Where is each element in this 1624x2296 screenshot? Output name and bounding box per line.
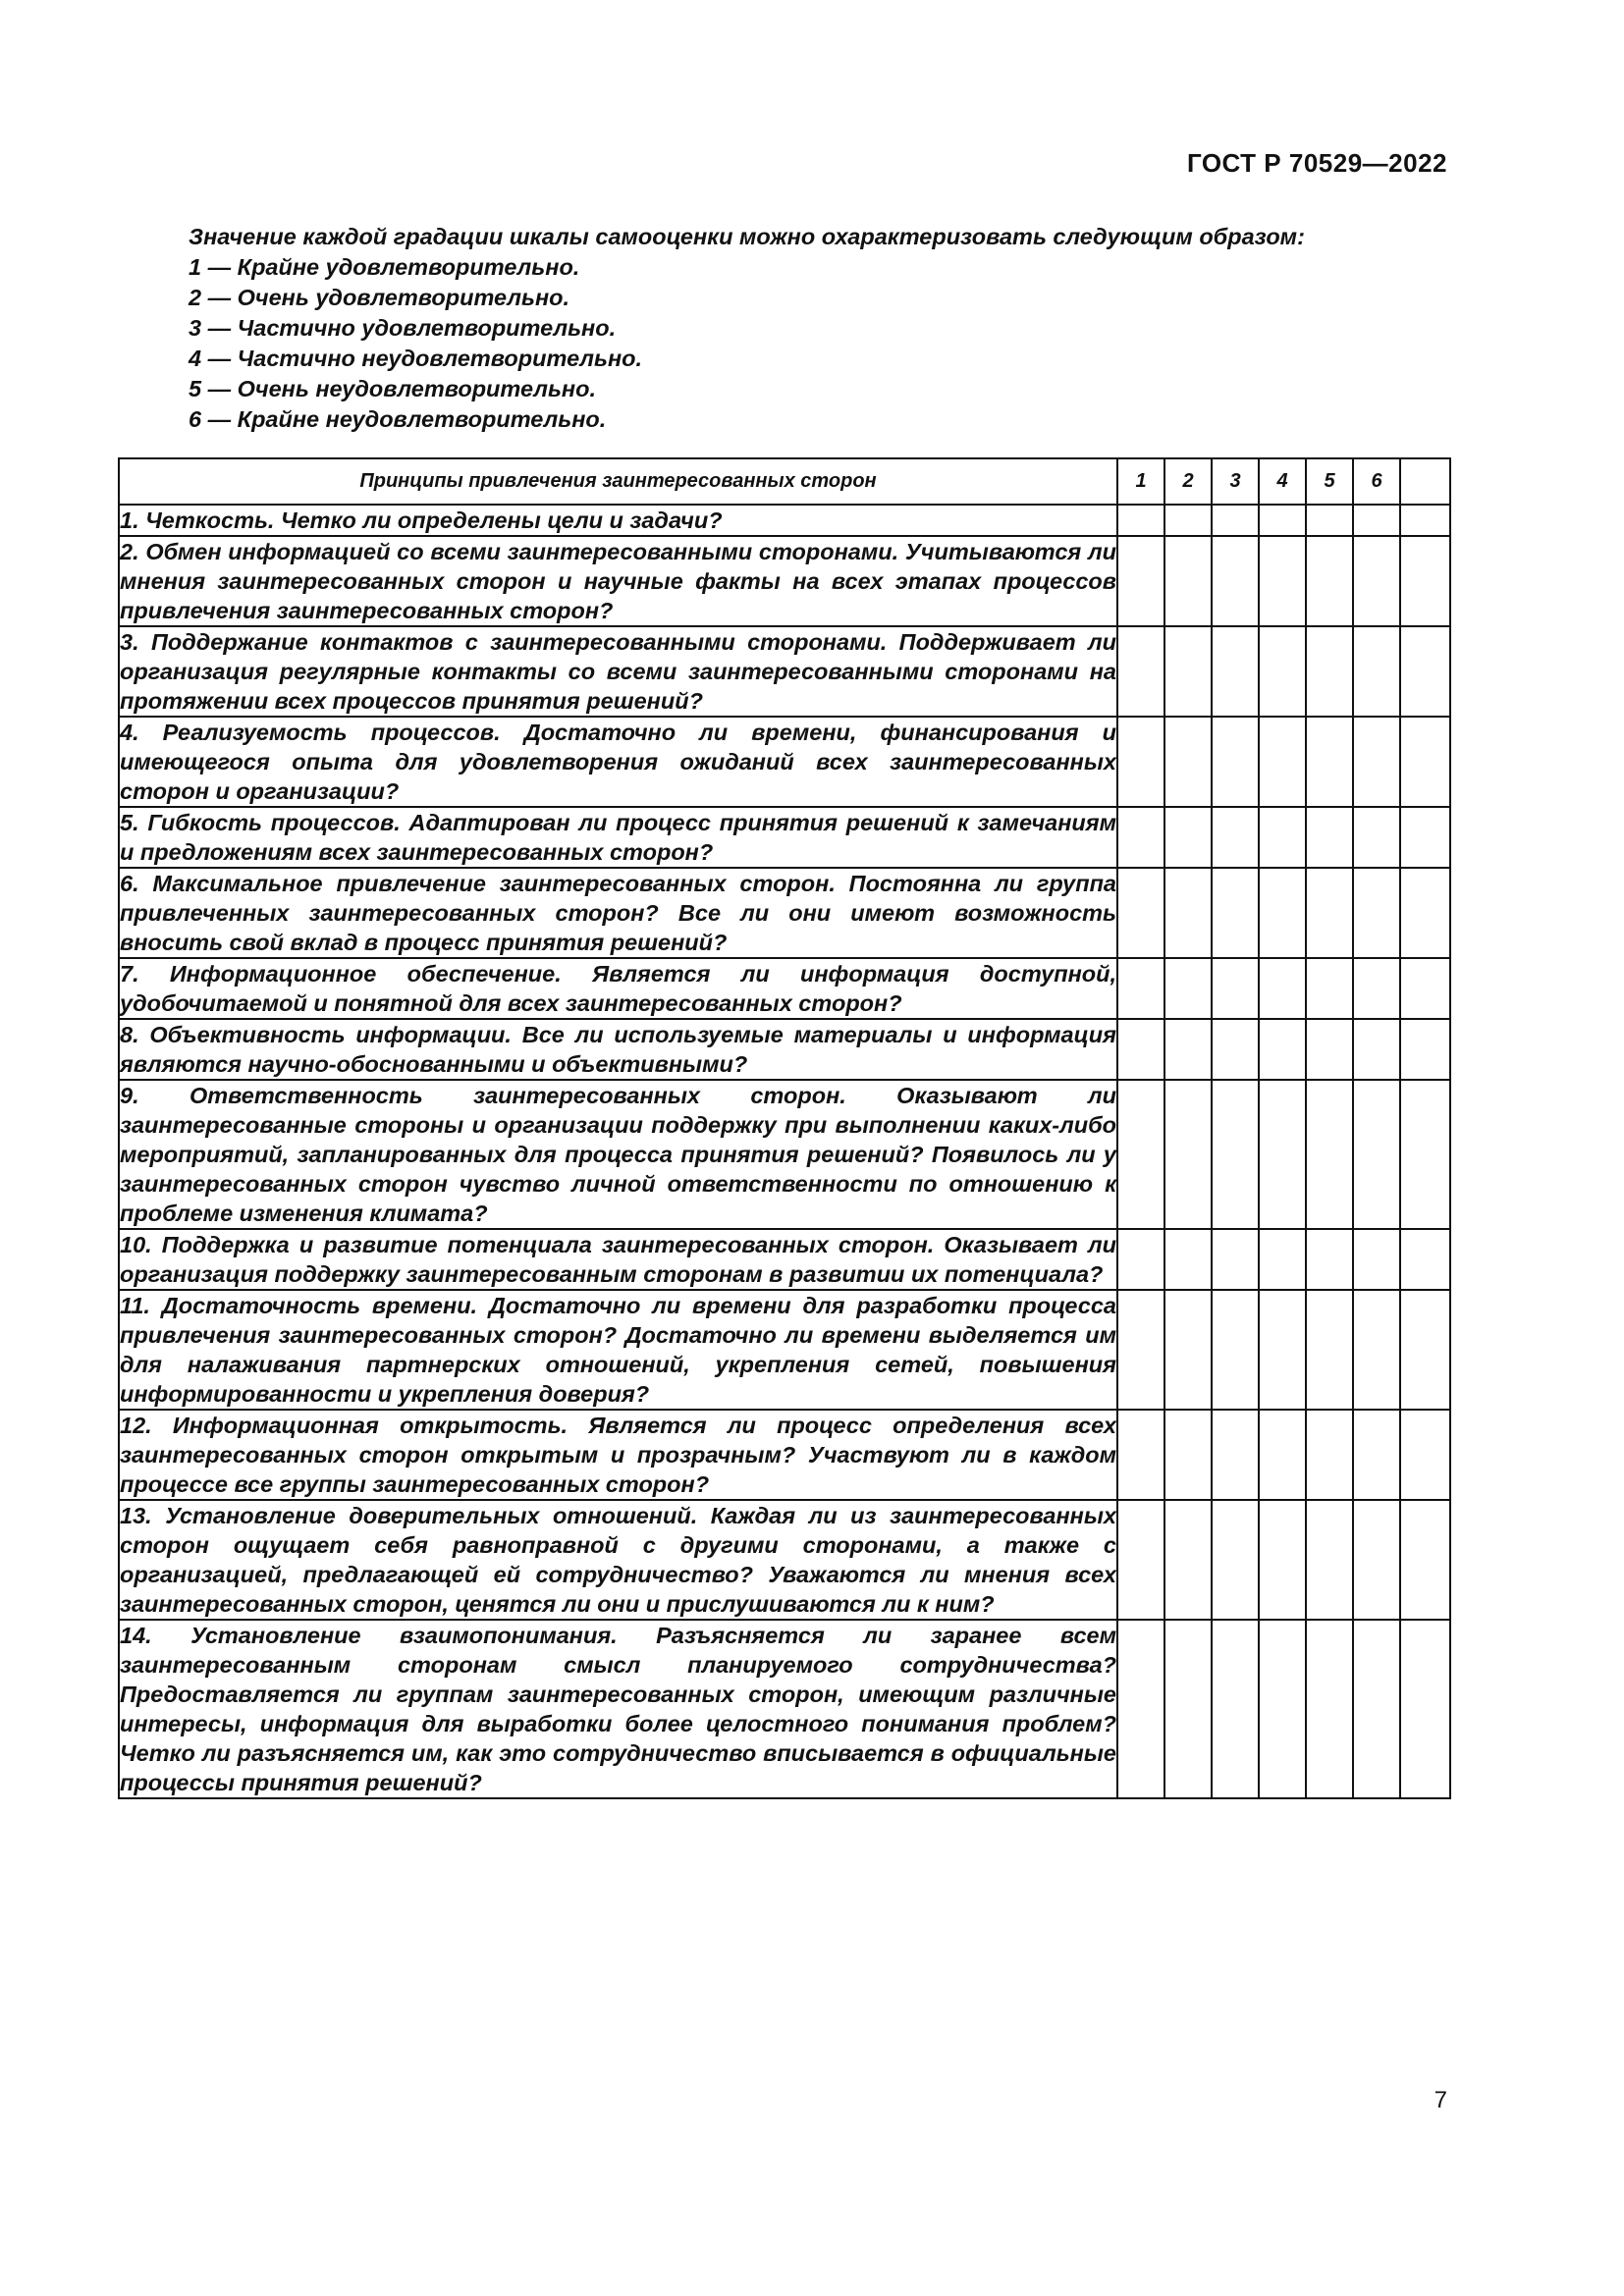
- score-cell-6[interactable]: [1353, 1620, 1400, 1798]
- score-cell-6[interactable]: [1353, 1410, 1400, 1500]
- principle-question: 14. Установление взаимопонимания. Разъясняется ли заранее всем заинтересованным сторонам смысл планируемого сотрудничества? Предоставляется ли группам заинтересованных сторон, имеющим различные интересы, информация для выработки более целостного понимания проблем? Четко ли разъясняется им, как это сотрудничество вписывается в официальные процессы принятия решений?: [119, 1620, 1117, 1798]
- score-cell-5[interactable]: [1306, 505, 1353, 536]
- score-cell-1[interactable]: [1117, 1410, 1164, 1500]
- table-row: [119, 958, 1450, 1019]
- score-cell-6[interactable]: [1353, 1500, 1400, 1620]
- principle-question: 1. Четкость. Четко ли определены цели и задачи?: [119, 505, 1117, 536]
- score-cell-2[interactable]: [1164, 1080, 1212, 1229]
- scale-item: 4 — Частично неудовлетворительно.: [189, 346, 643, 371]
- score-cell-2[interactable]: [1164, 958, 1212, 1019]
- score-cell-extra[interactable]: [1400, 1410, 1450, 1500]
- score-cell-5[interactable]: [1306, 1080, 1353, 1229]
- score-cell-3[interactable]: [1212, 1500, 1259, 1620]
- table-row: [119, 717, 1450, 807]
- score-cell-1[interactable]: [1117, 536, 1164, 626]
- score-cell-4[interactable]: [1259, 1620, 1306, 1798]
- score-cell-6[interactable]: [1353, 958, 1400, 1019]
- score-cell-4[interactable]: [1259, 1019, 1306, 1080]
- score-cell-3[interactable]: [1212, 626, 1259, 717]
- page-number: 7: [1434, 2087, 1447, 2113]
- score-cell-6[interactable]: [1353, 626, 1400, 717]
- principle-question: 9. Ответственность заинтересованных сторон. Оказывают ли заинтересованные стороны и организации поддержку при выполнении каких-либо мероприятий, запланированных для процесса принятия решений? Появилось ли у заинтересованных сторон чувство личной ответственности по отношению к проблеме изменения климата?: [119, 1080, 1117, 1229]
- principle-question: 11. Достаточность времени. Достаточно ли времени для разработки процесса привлечения заинтересованных сторон? Достаточно ли времени выделяется им для налаживания партнерских отношений, укрепления сетей, повышения информированности и укрепления доверия?: [119, 1290, 1117, 1410]
- principle-question: 8. Объективность информации. Все ли используемые материалы и информация являются научно-обоснованными и объективными?: [119, 1019, 1117, 1080]
- score-cell-2[interactable]: [1164, 1410, 1212, 1500]
- score-cell-1[interactable]: [1117, 1019, 1164, 1080]
- table-row: [119, 536, 1450, 626]
- table-row: [119, 1080, 1450, 1229]
- score-cell-6[interactable]: [1353, 1019, 1400, 1080]
- score-cell-2[interactable]: [1164, 536, 1212, 626]
- score-cell-extra[interactable]: [1400, 1620, 1450, 1798]
- score-cell-2[interactable]: [1164, 807, 1212, 868]
- extra-column-header: [1400, 458, 1450, 505]
- scale-item: 5 — Очень неудовлетворительно.: [189, 376, 596, 401]
- table-row: [119, 1500, 1450, 1620]
- score-column-header: 1: [1117, 458, 1164, 505]
- principle-question: 6. Максимальное привлечение заинтересованных сторон. Постоянна ли группа привлеченных заинтересованных сторон? Все ли они имеют возможность вносить свой вклад в процесс принятия решений?: [119, 868, 1117, 958]
- table-row: [119, 807, 1450, 868]
- score-cell-5[interactable]: [1306, 1290, 1353, 1410]
- score-cell-5[interactable]: [1306, 626, 1353, 717]
- score-cell-3[interactable]: [1212, 958, 1259, 1019]
- score-cell-1[interactable]: [1117, 1080, 1164, 1229]
- principles-column-header: Принципы привлечения заинтересованных сторон: [119, 458, 1117, 505]
- score-cell-6[interactable]: [1353, 1229, 1400, 1290]
- table-row: [119, 505, 1450, 536]
- score-cell-5[interactable]: [1306, 717, 1353, 807]
- score-cell-3[interactable]: [1212, 807, 1259, 868]
- score-cell-3[interactable]: [1212, 1080, 1259, 1229]
- score-cell-2[interactable]: [1164, 505, 1212, 536]
- score-cell-1[interactable]: [1117, 1620, 1164, 1798]
- score-cell-1[interactable]: [1117, 717, 1164, 807]
- score-cell-5[interactable]: [1306, 1410, 1353, 1500]
- score-cell-5[interactable]: [1306, 536, 1353, 626]
- score-cell-1[interactable]: [1117, 505, 1164, 536]
- scale-description: [189, 222, 1305, 435]
- score-cell-1[interactable]: [1117, 807, 1164, 868]
- score-cell-5[interactable]: [1306, 958, 1353, 1019]
- score-cell-extra[interactable]: [1400, 626, 1450, 717]
- score-cell-6[interactable]: [1353, 717, 1400, 807]
- score-cell-1[interactable]: [1117, 1229, 1164, 1290]
- table-row: [119, 1290, 1450, 1410]
- score-cell-extra[interactable]: [1400, 807, 1450, 868]
- score-cell-1[interactable]: [1117, 868, 1164, 958]
- score-cell-4[interactable]: [1259, 626, 1306, 717]
- score-cell-4[interactable]: [1259, 505, 1306, 536]
- score-cell-4[interactable]: [1259, 1229, 1306, 1290]
- scale-item: 6 — Крайне неудовлетворительно.: [189, 406, 607, 432]
- score-cell-extra[interactable]: [1400, 1229, 1450, 1290]
- score-cell-5[interactable]: [1306, 1500, 1353, 1620]
- score-cell-4[interactable]: [1259, 807, 1306, 868]
- score-cell-4[interactable]: [1259, 868, 1306, 958]
- score-column-header: 3: [1212, 458, 1259, 505]
- score-cell-2[interactable]: [1164, 1500, 1212, 1620]
- principle-question: 12. Информационная открытость. Является ли процесс определения всех заинтересованных сторон открытым и прозрачным? Участвуют ли в каждом процессе все группы заинтересованных сторон?: [119, 1410, 1117, 1500]
- score-cell-6[interactable]: [1353, 807, 1400, 868]
- score-cell-extra[interactable]: [1400, 958, 1450, 1019]
- score-cell-4[interactable]: [1259, 1500, 1306, 1620]
- score-cell-4[interactable]: [1259, 1410, 1306, 1500]
- score-cell-1[interactable]: [1117, 1500, 1164, 1620]
- score-cell-6[interactable]: [1353, 1290, 1400, 1410]
- score-cell-3[interactable]: [1212, 868, 1259, 958]
- score-cell-extra[interactable]: [1400, 1019, 1450, 1080]
- score-cell-5[interactable]: [1306, 1229, 1353, 1290]
- table-row: [119, 1019, 1450, 1080]
- table-row: [119, 1620, 1450, 1798]
- score-cell-6[interactable]: [1353, 1080, 1400, 1229]
- principle-question: 10. Поддержка и развитие потенциала заинтересованных сторон. Оказывает ли организация поддержку заинтересованным сторонам в развитии их потенциала?: [119, 1229, 1117, 1290]
- score-cell-extra[interactable]: [1400, 717, 1450, 807]
- score-cell-2[interactable]: [1164, 717, 1212, 807]
- principle-question: 4. Реализуемость процессов. Достаточно ли времени, финансирования и имеющегося опыта для удовлетворения ожиданий всех заинтересованных сторон и организации?: [119, 717, 1117, 807]
- score-cell-1[interactable]: [1117, 626, 1164, 717]
- score-cell-1[interactable]: [1117, 958, 1164, 1019]
- score-cell-5[interactable]: [1306, 868, 1353, 958]
- score-cell-extra[interactable]: [1400, 1290, 1450, 1410]
- score-cell-2[interactable]: [1164, 1229, 1212, 1290]
- score-cell-2[interactable]: [1164, 868, 1212, 958]
- score-cell-3[interactable]: [1212, 536, 1259, 626]
- score-cell-3[interactable]: [1212, 1229, 1259, 1290]
- score-cell-2[interactable]: [1164, 626, 1212, 717]
- principle-question: 7. Информационное обеспечение. Является ли информация доступной, удобочитаемой и понятной для всех заинтересованных сторон?: [119, 958, 1117, 1019]
- scale-intro: Значение каждой градации шкалы самооценки можно охарактеризовать следующим образом:: [189, 224, 1305, 249]
- score-column-header: 4: [1259, 458, 1306, 505]
- principle-question: 13. Установление доверительных отношений. Каждая ли из заинтересованных сторон ощущает себя равноправной с другими сторонами, а также с организацией, предлагающей ей сотрудничество? Уважаются ли мнения всех заинтересованных сторон, ценятся ли они и прислушиваются ли к ним?: [119, 1500, 1117, 1620]
- score-cell-4[interactable]: [1259, 1290, 1306, 1410]
- score-cell-4[interactable]: [1259, 1080, 1306, 1229]
- score-cell-3[interactable]: [1212, 717, 1259, 807]
- score-cell-2[interactable]: [1164, 1290, 1212, 1410]
- score-cell-extra[interactable]: [1400, 1500, 1450, 1620]
- score-cell-1[interactable]: [1117, 1290, 1164, 1410]
- score-cell-3[interactable]: [1212, 505, 1259, 536]
- score-cell-extra[interactable]: [1400, 1080, 1450, 1229]
- document-standard-number: ГОСТ Р 70529—2022: [1186, 148, 1447, 178]
- score-cell-3[interactable]: [1212, 1410, 1259, 1500]
- score-cell-5[interactable]: [1306, 1620, 1353, 1798]
- score-cell-2[interactable]: [1164, 1620, 1212, 1798]
- principle-question: 5. Гибкость процессов. Адаптирован ли процесс принятия решений к замечаниям и предложениям всех заинтересованных сторон?: [119, 807, 1117, 868]
- score-cell-5[interactable]: [1306, 807, 1353, 868]
- score-cell-3[interactable]: [1212, 1019, 1259, 1080]
- score-cell-2[interactable]: [1164, 1019, 1212, 1080]
- scale-item: 2 — Очень удовлетворительно.: [189, 285, 570, 310]
- table-row: [119, 626, 1450, 717]
- principle-question: 3. Поддержание контактов с заинтересованными сторонами. Поддерживает ли организация регулярные контакты со всеми заинтересованными сторонами на протяжении всех процессов принятия решений?: [119, 626, 1117, 717]
- table-header-row: [119, 458, 1450, 505]
- table-row: [119, 1229, 1450, 1290]
- score-column-header: 6: [1353, 458, 1400, 505]
- score-cell-4[interactable]: [1259, 717, 1306, 807]
- score-cell-extra[interactable]: [1400, 536, 1450, 626]
- principle-question: 2. Обмен информацией со всеми заинтересованными сторонами. Учитываются ли мнения заинтересованных сторон и научные факты на всех этапах процессов привлечения заинтересованных сторон?: [119, 536, 1117, 626]
- score-cell-6[interactable]: [1353, 505, 1400, 536]
- score-cell-4[interactable]: [1259, 958, 1306, 1019]
- score-column-header: 5: [1306, 458, 1353, 505]
- score-column-header: 2: [1164, 458, 1212, 505]
- scale-item: 1 — Крайне удовлетворительно.: [189, 254, 580, 280]
- table-row: [119, 1410, 1450, 1500]
- score-cell-6[interactable]: [1353, 868, 1400, 958]
- score-cell-extra[interactable]: [1400, 505, 1450, 536]
- score-cell-4[interactable]: [1259, 536, 1306, 626]
- score-cell-3[interactable]: [1212, 1290, 1259, 1410]
- score-cell-6[interactable]: [1353, 536, 1400, 626]
- score-cell-3[interactable]: [1212, 1620, 1259, 1798]
- self-assessment-table: [118, 457, 1451, 1799]
- scale-item: 3 — Частично удовлетворительно.: [189, 315, 617, 341]
- score-cell-extra[interactable]: [1400, 868, 1450, 958]
- table-row: [119, 868, 1450, 958]
- score-cell-5[interactable]: [1306, 1019, 1353, 1080]
